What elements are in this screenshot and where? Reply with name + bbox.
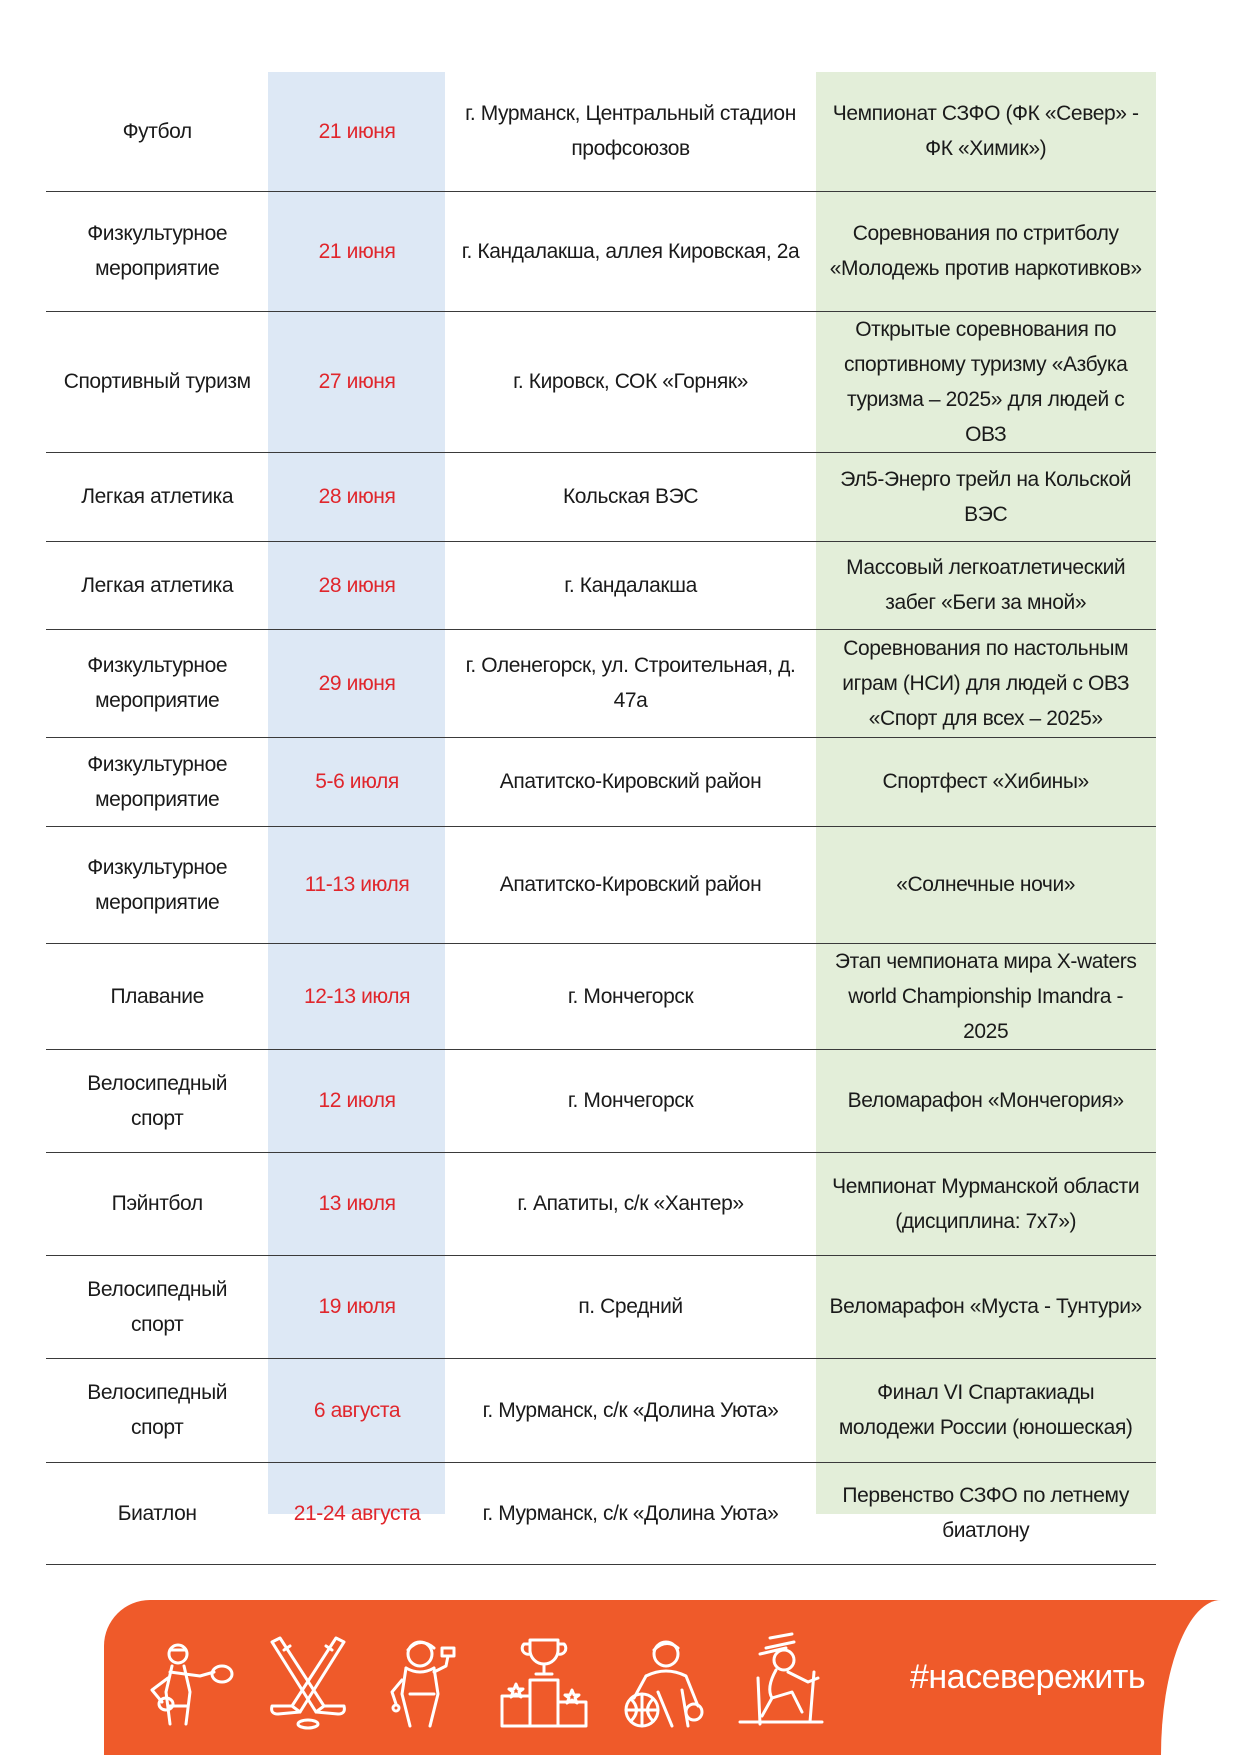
date-cell: 19 июля [268, 1255, 445, 1358]
date-cell: 27 июня [268, 311, 445, 452]
sport-icons [140, 1624, 830, 1739]
sport-cell: Футбол [46, 72, 268, 191]
table-row [46, 452, 1156, 541]
event-cell: Спортфест «Хибины» [815, 737, 1156, 826]
sport-cell: Физкультурное мероприятие [46, 629, 268, 737]
date-cell: 21 июня [268, 191, 445, 311]
table-row [46, 191, 1156, 311]
table-row [46, 1358, 1156, 1462]
sport-cell: Велосипедный спорт [46, 1358, 268, 1462]
event-cell: Эл5-Энерго трейл на Кольской ВЭС [815, 452, 1156, 541]
table-row [46, 1462, 1156, 1564]
hockey-sticks-icon [258, 1632, 358, 1732]
event-cell: Финал VI Спартакиады молодежи России (юношеская) [815, 1358, 1156, 1462]
event-cell: Первенство СЗФО по летнему биатлону [815, 1462, 1156, 1564]
date-cell: 28 июня [268, 541, 445, 629]
date-cell: 12-13 июля [268, 943, 445, 1049]
place-cell: г. Кандалакша [446, 541, 816, 629]
event-cell: Веломарафон «Муста - Тунтури» [815, 1255, 1156, 1358]
event-cell: Чемпионат Мурманской области (дисциплина: 7х7») [815, 1152, 1156, 1255]
table-row [46, 629, 1156, 737]
date-cell: 13 июля [268, 1152, 445, 1255]
place-cell: г. Оленегорск, ул. Строительная, д. 47а [446, 629, 816, 737]
sport-cell: Велосипедный спорт [46, 1255, 268, 1358]
sport-cell: Велосипедный спорт [46, 1049, 268, 1152]
date-cell: 12 июля [268, 1049, 445, 1152]
place-cell: г. Кировск, СОК «Горняк» [446, 311, 816, 452]
place-cell: г. Апатиты, с/к «Хантер» [446, 1152, 816, 1255]
events-table [46, 72, 1156, 1565]
basketball-player-icon [612, 1632, 712, 1732]
table-row [46, 943, 1156, 1049]
table-row [46, 72, 1156, 191]
event-cell: Соревнования по стритболу «Молодежь против наркотивков» [815, 191, 1156, 311]
date-cell: 21-24 августа [268, 1462, 445, 1564]
boxer-icon [140, 1632, 240, 1732]
table-row [46, 737, 1156, 826]
place-cell: г. Кандалакша, аллея Кировская, 2а [446, 191, 816, 311]
place-cell: г. Мончегорск [446, 1049, 816, 1152]
place-cell: г. Мурманск, Центральный стадион профсоюзов [446, 72, 816, 191]
hashtag-label: #насевережить [910, 1658, 1146, 1696]
sport-cell: Физкультурное мероприятие [46, 191, 268, 311]
table-row [46, 826, 1156, 943]
date-cell: 11-13 июля [268, 826, 445, 943]
place-cell: г. Мурманск, с/к «Долина Уюта» [446, 1462, 816, 1564]
sport-cell: Биатлон [46, 1462, 268, 1564]
date-cell: 5-6 июля [268, 737, 445, 826]
place-cell: п. Средний [446, 1255, 816, 1358]
place-cell: Кольская ВЭС [446, 452, 816, 541]
place-cell: г. Мурманск, с/к «Долина Уюта» [446, 1358, 816, 1462]
place-cell: г. Мончегорск [446, 943, 816, 1049]
event-cell: «Солнечные ночи» [815, 826, 1156, 943]
place-cell: Апатитско-Кировский район [446, 737, 816, 826]
table-row [46, 311, 1156, 452]
table-row [46, 1049, 1156, 1152]
table-row [46, 1255, 1156, 1358]
sport-cell: Легкая атлетика [46, 452, 268, 541]
table-row [46, 1152, 1156, 1255]
sport-cell: Спортивный туризм [46, 311, 268, 452]
event-cell: Соревнования по настольным играм (НСИ) для людей с ОВЗ «Спорт для всех – 2025» [815, 629, 1156, 737]
fitness-woman-icon [376, 1632, 476, 1732]
event-cell: Веломарафон «Мончегория» [815, 1049, 1156, 1152]
sport-cell: Легкая атлетика [46, 541, 268, 629]
footer-banner [104, 1600, 1241, 1755]
event-cell: Чемпионат СЗФО (ФК «Север» - ФК «Химик») [815, 72, 1156, 191]
event-cell: Этап чемпионата мира X-waters world Championship Imandra - 2025 [815, 943, 1156, 1049]
date-cell: 29 июня [268, 629, 445, 737]
place-cell: Апатитско-Кировский район [446, 826, 816, 943]
sport-cell: Физкультурное мероприятие [46, 737, 268, 826]
sport-cell: Плавание [46, 943, 268, 1049]
banner-curve [1161, 1600, 1241, 1755]
date-cell: 21 июня [268, 72, 445, 191]
date-cell: 28 июня [268, 452, 445, 541]
podium-trophy-icon [494, 1632, 594, 1732]
sport-cell: Физкультурное мероприятие [46, 826, 268, 943]
sport-cell: Пэйнтбол [46, 1152, 268, 1255]
skier-icon [730, 1632, 830, 1732]
date-cell: 6 августа [268, 1358, 445, 1462]
table-row [46, 541, 1156, 629]
event-cell: Открытые соревнования по спортивному туризму «Азбука туризма – 2025» для людей с ОВЗ [815, 311, 1156, 452]
event-cell: Массовый легкоатлетический забег «Беги за мной» [815, 541, 1156, 629]
